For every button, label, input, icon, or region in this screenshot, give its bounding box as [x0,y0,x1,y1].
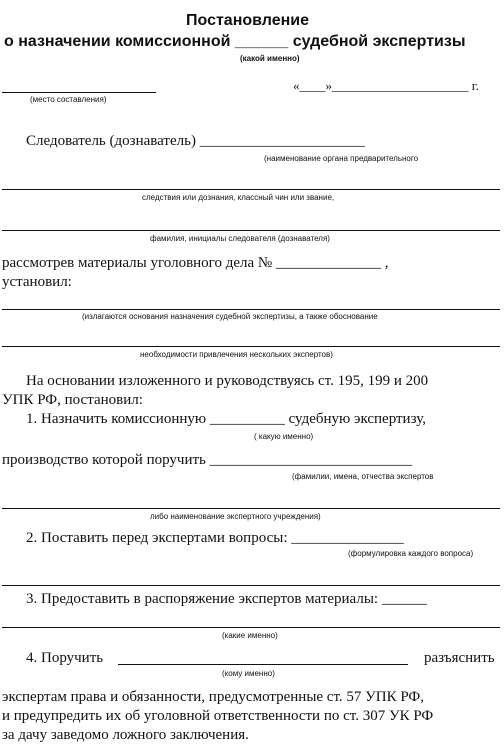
item1-hint: ( какую именно) [254,432,314,441]
date-field[interactable]: «____»_____________________ г. [293,78,479,93]
investigator-hint-3: фамилия, инициалы следователя (дознавателя) [150,234,330,243]
item3-line-2[interactable] [2,627,500,628]
resolution-line-2: УПК РФ, постановил: [2,392,143,408]
investigator-hint-1: (наименование органа предварительного [264,154,419,163]
item2-hint: (формулировка каждого вопроса) [348,549,474,558]
item1-hint-3: либо наименование экспертного учреждения) [150,512,321,521]
item4-hint: (кому именно) [222,669,275,678]
review-hint-2: необходимости привлечения нескольких экспертов) [140,350,333,359]
item4-line-3: и предупредить их об уголовной ответственности по ст. 307 УК РФ [2,708,434,724]
item4-text-right: разъяснить [424,650,495,666]
item1-line-2: производство которой поручить ___________________________ [2,452,413,468]
review-line-3[interactable] [2,309,500,310]
item1-text: 1. Назначить комиссионную __________ судебную экспертизу, [26,411,426,427]
document-subtitle: о назначении комиссионной ______ судебной экспертизы [4,33,466,50]
investigator-line-2[interactable] [2,189,500,190]
investigator-line-3[interactable] [2,230,500,231]
item2-text: 2. Поставить перед экспертами вопросы: _______________ [26,530,404,546]
review-hint-1: (излагаются основания назначения судебной экспертизы, а также обоснование [82,312,378,321]
item1-hint-2: (фамилии, имена, отчества экспертов [292,472,434,481]
document-title: Постановление [186,12,310,29]
resolution-line-1: На основании изложенного и руководствуясь ст. 195, 199 и 200 [26,373,429,389]
item1-line-3[interactable] [2,508,500,509]
item4-assignee-line[interactable] [118,664,408,665]
item4-line-2: экспертам права и обязанности, предусмотренные ст. 57 УПК РФ, [2,689,425,705]
item4-text-left: 4. Поручить [26,650,104,666]
review-line-4[interactable] [2,346,500,347]
subtitle-hint: (какой именно) [240,54,300,63]
review-line-2: установил: [2,274,72,290]
item3-hint: (какие именно) [222,631,278,640]
place-hint: (место составления) [30,95,107,104]
item3-text: 3. Предоставить в распоряжение экспертов материалы: ______ [26,591,427,607]
place-line[interactable] [2,92,156,93]
investigator-hint-2: следствия или дознания, классный чин или звание, [142,193,335,202]
review-line-1: рассмотрев материалы уголовного дела № ______________ , [2,255,389,271]
item2-line-2[interactable] [2,585,500,586]
item4-line-4: за дачу заведомо ложного заключения. [2,727,249,743]
investigator-label: Следователь (дознаватель) ______________________ [26,133,365,149]
